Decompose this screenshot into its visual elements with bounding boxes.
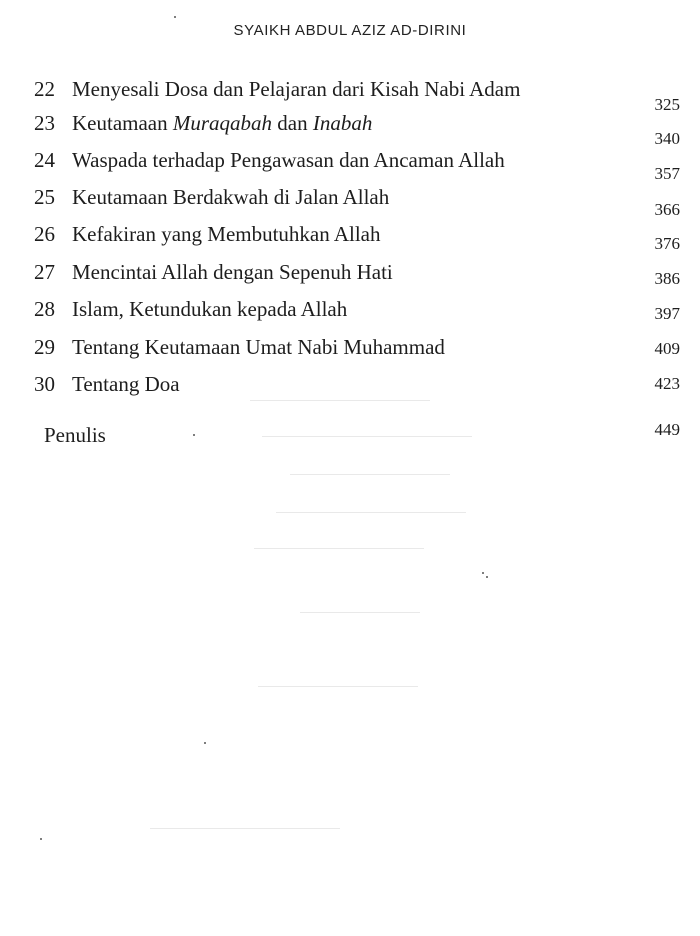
toc-entry-title: Mencintai Allah dengan Sepenuh Hati — [72, 260, 393, 284]
toc-entry-title: Tentang Doa — [72, 372, 180, 396]
toc-entry-number: 30 — [34, 372, 55, 396]
toc-entry-23 — [34, 110, 680, 148]
toc-title-part: Keutamaan — [72, 111, 173, 135]
toc-entry-number: 22 — [34, 77, 55, 101]
toc-entry-title: Kefakiran yang Membutuhkan Allah — [72, 222, 381, 246]
toc-entry-number: 29 — [34, 335, 55, 359]
toc-entry-number: 26 — [34, 222, 55, 246]
toc-entry-title: Menyesali Dosa dan Pelajaran dari Kisah Nabi Adam — [72, 77, 521, 101]
scan-speck — [193, 434, 195, 436]
toc-entry-27 — [34, 259, 680, 289]
show-through-line — [290, 474, 450, 475]
toc-entry-25 — [34, 184, 680, 219]
toc-entry-page: 449 — [654, 420, 680, 439]
toc-entry-title — [72, 110, 372, 136]
scan-speck — [482, 572, 484, 574]
toc-entry-title: Islam, Ketundukan kepada Allah — [72, 297, 348, 321]
show-through-line — [250, 400, 430, 401]
toc-entry-number: 25 — [34, 185, 55, 209]
scan-speck — [40, 838, 42, 840]
toc-entry-title: Keutamaan Berdakwah di Jalan Allah — [72, 185, 390, 209]
toc-entry-page: 325 — [654, 95, 680, 114]
toc-entry-number: 27 — [34, 260, 55, 284]
toc-title-italic-term: Inabah — [312, 111, 373, 135]
toc-entry-title: Waspada terhadap Pengawasan dan Ancaman Allah — [72, 148, 505, 172]
toc-entry-26 — [34, 221, 680, 251]
show-through-line — [262, 436, 472, 437]
toc-entry-page: 409 — [654, 339, 680, 358]
toc-entry-number: 24 — [34, 148, 55, 172]
toc-entry-29 — [34, 334, 680, 364]
toc-entry-title: Tentang Keutamaan Umat Nabi Muhammad — [72, 335, 445, 359]
toc-entry-title: Penulis — [44, 423, 106, 447]
toc-entry-page: 340 — [654, 129, 680, 148]
show-through-line — [150, 828, 340, 829]
toc-entry-number: 23 — [34, 111, 55, 135]
toc-entry-author — [44, 422, 680, 452]
toc-entry-24 — [34, 147, 680, 183]
toc-entry-page: 357 — [654, 164, 680, 183]
toc-title-part: dan — [272, 111, 313, 135]
toc-entry-30 — [34, 371, 680, 401]
toc-entry-page: 376 — [654, 234, 680, 253]
toc-title-italic-term: Muraqabah — [172, 111, 273, 135]
show-through-line — [258, 686, 418, 687]
running-header: SYAIKH ABDUL AZIZ AD-DIRINI — [233, 22, 467, 39]
toc-entry-number: 28 — [34, 297, 55, 321]
toc-entry-page: 397 — [654, 304, 680, 323]
show-through-line — [254, 548, 424, 549]
toc-entry-page: 366 — [654, 200, 680, 219]
scan-speck — [486, 576, 488, 578]
show-through-line — [300, 612, 420, 613]
toc-entry-page: 386 — [654, 269, 680, 288]
show-through-line — [276, 512, 466, 513]
toc-entry-page: 423 — [654, 374, 680, 393]
scan-speck — [174, 16, 176, 18]
toc-entry-28 — [34, 296, 680, 326]
toc-entry-22 — [34, 76, 680, 114]
scan-speck — [204, 742, 206, 744]
